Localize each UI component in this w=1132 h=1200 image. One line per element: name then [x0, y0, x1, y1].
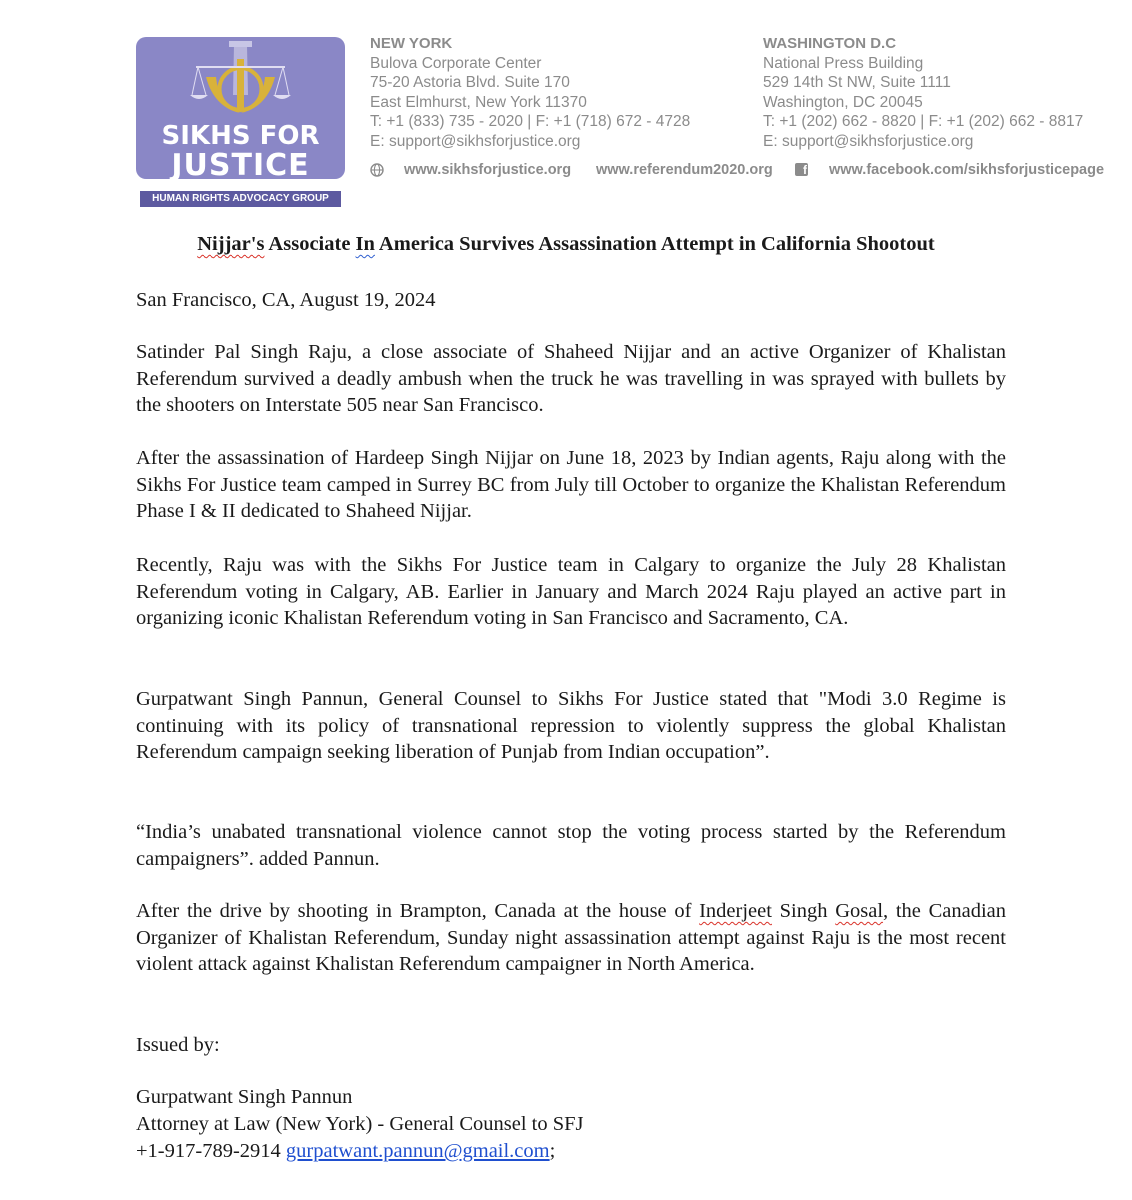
signatory-contact	[136, 1138, 1006, 1165]
signatory-name: Gurpatwant Singh Pannun	[136, 1086, 353, 1108]
body-paragraph	[136, 898, 1006, 978]
body-paragraph: Gurpatwant Singh Pannun, General Counsel to Sikhs For Justice stated that "Modi 3.0 Regime is continuing with its policy of transnational repression to violently suppress the global Khalistan Referendum campaign seeking liberation of Punjab from Indian occupation”.	[136, 688, 1006, 764]
office-city: WASHINGTON D.C	[763, 35, 897, 52]
referendum-link[interactable]: www.referendum2020.org	[596, 162, 773, 178]
office-phones: T: +1 (833) 735 - 2020 | F: +1 (718) 672 - 4728	[370, 113, 691, 131]
office-address-line: Bulova Corporate Center	[370, 54, 542, 72]
paragraph-text: Gosal	[835, 900, 884, 922]
office-address-line: 75-20 Astoria Blvd. Suite 170	[370, 74, 570, 92]
office-address-line: 529 14th St NW, Suite 1111	[763, 74, 951, 92]
title-word: America Survives Assassination Attempt in California Shootout	[374, 233, 935, 255]
facebook-icon: f	[795, 163, 808, 176]
paragraph-text: Inderjeet	[699, 900, 772, 922]
contact-trailing-punctuation: ;	[549, 1140, 556, 1162]
issued-by-label: Issued by:	[136, 1034, 220, 1056]
office-email: E: support@sikhsforjustice.org	[763, 132, 974, 150]
office-address-line: East Elmhurst, New York 11370	[370, 93, 587, 111]
body-paragraph: After the assassination of Hardeep Singh Nijjar on June 18, 2023 by Indian agents, Raju along with the Sikhs For Justice team camped in Surrey BC from July till October to organize the Khalistan Referendum Phase I & II dedicated to Shaheed Nijjar.	[136, 447, 1006, 523]
paragraph-text: , the Canadian Organizer of Khalistan Referendum, Sunday night assassination attempt against Raju is the most recent violent attack against Khalistan Referendum campaigner in North America.	[136, 900, 1006, 976]
press-release-title	[0, 233, 1132, 256]
signatory-role: Attorney at Law (New York) - General Counsel to SFJ	[136, 1113, 584, 1135]
title-word: In	[355, 233, 375, 255]
title-word: Associate	[264, 233, 356, 255]
logo-line-sikhs-for: SIKHS FOR	[161, 121, 320, 151]
office-address-line: National Press Building	[763, 54, 924, 72]
washington-office-block	[763, 34, 1083, 152]
signatory-email-link[interactable]: gurpatwant.pannun@gmail.com	[285, 1140, 550, 1162]
signatory-phone: +1-917-789-2914	[136, 1140, 286, 1162]
logo-line-justice: JUSTICE	[171, 148, 310, 183]
office-email: E: support@sikhsforjustice.org	[370, 132, 581, 150]
body-paragraph: Recently, Raju was with the Sikhs For Justice team in Calgary to organize the July 28 Khalistan Referendum voting in Calgary, AB. Earlier in January and March 2024 Raju played an active part in organizing iconic Khalistan Referendum voting in San Francisco and Sacramento, CA.	[136, 554, 1006, 630]
title-word: Nijjar's	[197, 233, 265, 255]
logo-tagline: HUMAN RIGHTS ADVOCACY GROUP	[152, 193, 329, 204]
office-phones: T: +1 (202) 662 - 8820 | F: +1 (202) 662 - 8817	[763, 113, 1084, 131]
body-paragraph: “India’s unabated transnational violence cannot stop the voting process started by the Referendum campaigners”. added Pannun.	[136, 821, 1006, 870]
new-york-office-block	[370, 34, 690, 152]
office-address-line: Washington, DC 20045	[763, 93, 923, 111]
dateline: San Francisco, CA, August 19, 2024	[136, 289, 436, 311]
paragraph-text: Singh	[771, 900, 836, 922]
website-link[interactable]: www.sikhsforjustice.org	[404, 162, 572, 178]
globe-icon	[370, 163, 384, 177]
facebook-link[interactable]: www.facebook.com/sikhsforjusticepage	[829, 162, 1105, 178]
paragraph-text: After the drive by shooting in Brampton, Canada at the house of	[136, 900, 700, 922]
sikhs-for-justice-logo	[136, 37, 345, 204]
body-paragraph: Satinder Pal Singh Raju, a close associate of Shaheed Nijjar and an active Organizer of Khalistan Referendum survived a deadly ambush when the truck he was travelling in was sprayed with bullets by the shooters on Interstate 505 near San Francisco.	[136, 341, 1006, 417]
office-city: NEW YORK	[370, 35, 453, 52]
